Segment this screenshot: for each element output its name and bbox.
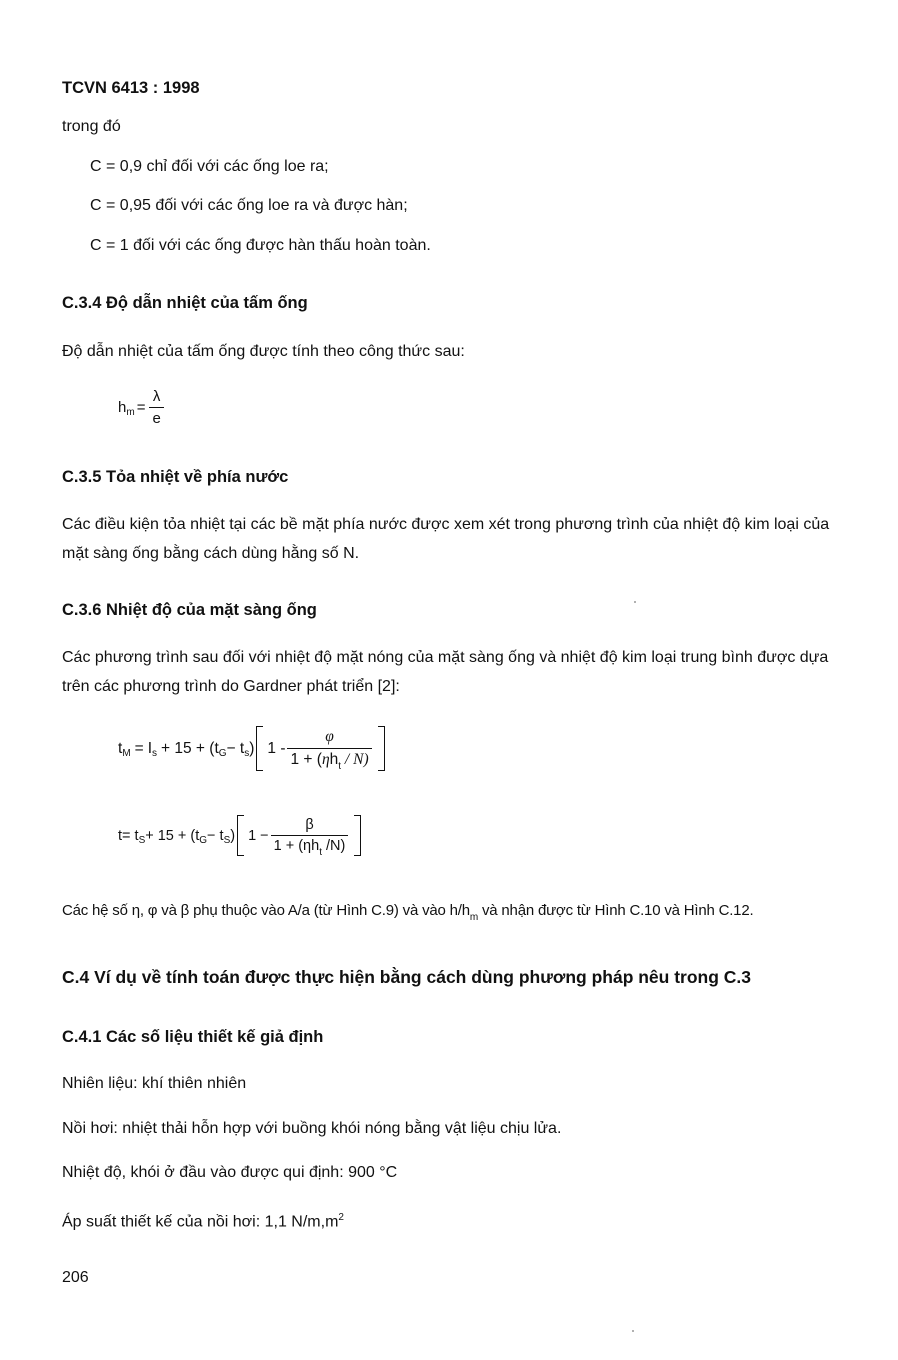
formula-tm-den-b: / N) [341, 751, 369, 768]
formula-tm-g-sub: G [218, 748, 227, 759]
formula-hm [118, 388, 166, 427]
formula-tm-den-a: 1 + ( [290, 751, 322, 768]
formula-hm-eq: = [136, 399, 146, 416]
design-line-boiler: Nồi hơi: nhiệt thải hỗn hợp với buồng khói nóng bằng vật liệu chịu lửa. [62, 1120, 562, 1137]
formula-tm-lhs: t [118, 739, 123, 757]
formula-tm-close: ) [249, 739, 255, 757]
formula-tm-s-sub: s [244, 748, 250, 759]
formula-t-eq: = t [122, 827, 139, 844]
formula-tm-denominator [287, 748, 371, 772]
formula-t-s-sub: S [138, 835, 146, 846]
design-line-temperature: Nhiệt độ, khói ở đầu vào được qui định: 900 °C [62, 1164, 398, 1181]
standard-header: TCVN 6413 : 1998 [62, 79, 200, 97]
page-number: 206 [62, 1269, 89, 1286]
condition-line-2: C = 0,95 đối với các ống loe ra và được hàn; [90, 197, 408, 214]
formula-tm-term1-sub: s [152, 748, 158, 759]
formula-hm-lhs: h [118, 399, 127, 416]
section-c-3-4-text: Độ dẫn nhiệt của tấm ống được tính theo công thức sau: [62, 343, 465, 360]
formula-tm-fraction [287, 728, 371, 772]
design-line-pressure-sup: 2 [338, 1212, 344, 1223]
formula-t-den-a: 1 + (ηh [273, 838, 320, 854]
formula-tm-den-h: h [329, 751, 339, 768]
condition-line-1: C = 0,9 chỉ đối với các ống loe ra; [90, 158, 329, 175]
formula-hm-fraction [149, 388, 163, 427]
design-line-pressure [62, 1208, 344, 1232]
coefficient-note-tail: và nhận được từ Hình C.10 và Hình C.12. [478, 902, 754, 919]
formula-tm-plus15: + 15 + (t [161, 739, 219, 757]
formula-tm-bracket [256, 726, 384, 771]
formula-t-den-b: /N) [321, 838, 346, 854]
formula-hm-numerator: λ [152, 388, 161, 405]
section-c-3-5-text: Các điều kiện tỏa nhiệt tại các bề mặt phía nước được xem xét trong phương trình của nhiệt độ kim loại của mặt sàng ống bằng cách dùng hằng số N. [62, 516, 830, 562]
coefficient-note-text: Các hệ số η, φ và β phụ thuộc vào A/a (từ Hình C.9) và vào h/h [62, 902, 470, 919]
formula-t-s2-sub: S [223, 835, 231, 846]
design-line-fuel: Nhiên liệu: khí thiên nhiên [62, 1075, 247, 1092]
scan-speck [634, 601, 636, 603]
section-c-4-heading: C.4 Ví dụ về tính toán được thực hiện bằng cách dùng phương pháp nêu trong C.3 [62, 967, 752, 987]
formula-t-lhs: t [118, 827, 123, 844]
section-c-3-6-text: Các phương trình sau đối với nhiệt độ mặt nóng của mặt sàng ống và nhiệt độ kim loại trung bình được dựa trên các phương trình do Gardner phát triển [2]: [62, 649, 829, 695]
formula-tm-one-minus: 1 - [267, 739, 286, 757]
where-label: trong đó [62, 118, 121, 135]
formula-t-denominator [271, 835, 349, 858]
formula-t-bracket [237, 815, 361, 856]
condition-line-3: C = 1 đối với các ống được hàn thấu hoàn toàn. [90, 237, 431, 254]
formula-tm-den-h-sub: t [338, 761, 342, 772]
formula-hm-denominator: e [149, 407, 163, 427]
formula-t [118, 815, 361, 856]
section-c-4-1-heading: C.4.1 Các số liệu thiết kế giả định [62, 1028, 324, 1046]
formula-t-den-sub: t [319, 847, 322, 858]
formula-tm-lhs-sub: M [122, 748, 131, 759]
formula-t-one-minus: 1 − [248, 827, 269, 844]
formula-tm-term1: I [147, 739, 153, 757]
formula-t-close: ) [230, 827, 236, 844]
section-c-3-5-heading: C.3.5 Tỏa nhiệt về phía nước [62, 468, 289, 486]
formula-t-numerator: β [305, 817, 314, 833]
formula-t-plus15: + 15 + (t [145, 827, 200, 844]
scan-speck [632, 1330, 634, 1332]
formula-tm [118, 726, 385, 771]
formula-t-minus: − t [207, 827, 224, 844]
formula-tm-minus: − t [226, 739, 245, 757]
formula-tm-numerator: φ [325, 728, 334, 745]
section-c-3-6-heading: C.3.6 Nhiệt độ của mặt sàng ống [62, 601, 317, 619]
formula-t-fraction [271, 817, 349, 858]
formula-hm-lhs-sub: m [126, 407, 135, 418]
formula-tm-eq: = [134, 739, 144, 757]
formula-t-g-sub: G [199, 835, 208, 846]
section-c-3-4-heading: C.3.4 Độ dẫn nhiệt của tấm ống [62, 294, 308, 312]
coefficient-note [62, 901, 753, 923]
design-line-pressure-text: Áp suất thiết kế của nồi hơi: 1,1 N/m,m [62, 1213, 339, 1231]
formula-tm-den-eta: η [321, 751, 330, 768]
coefficient-note-sub: m [469, 912, 479, 923]
